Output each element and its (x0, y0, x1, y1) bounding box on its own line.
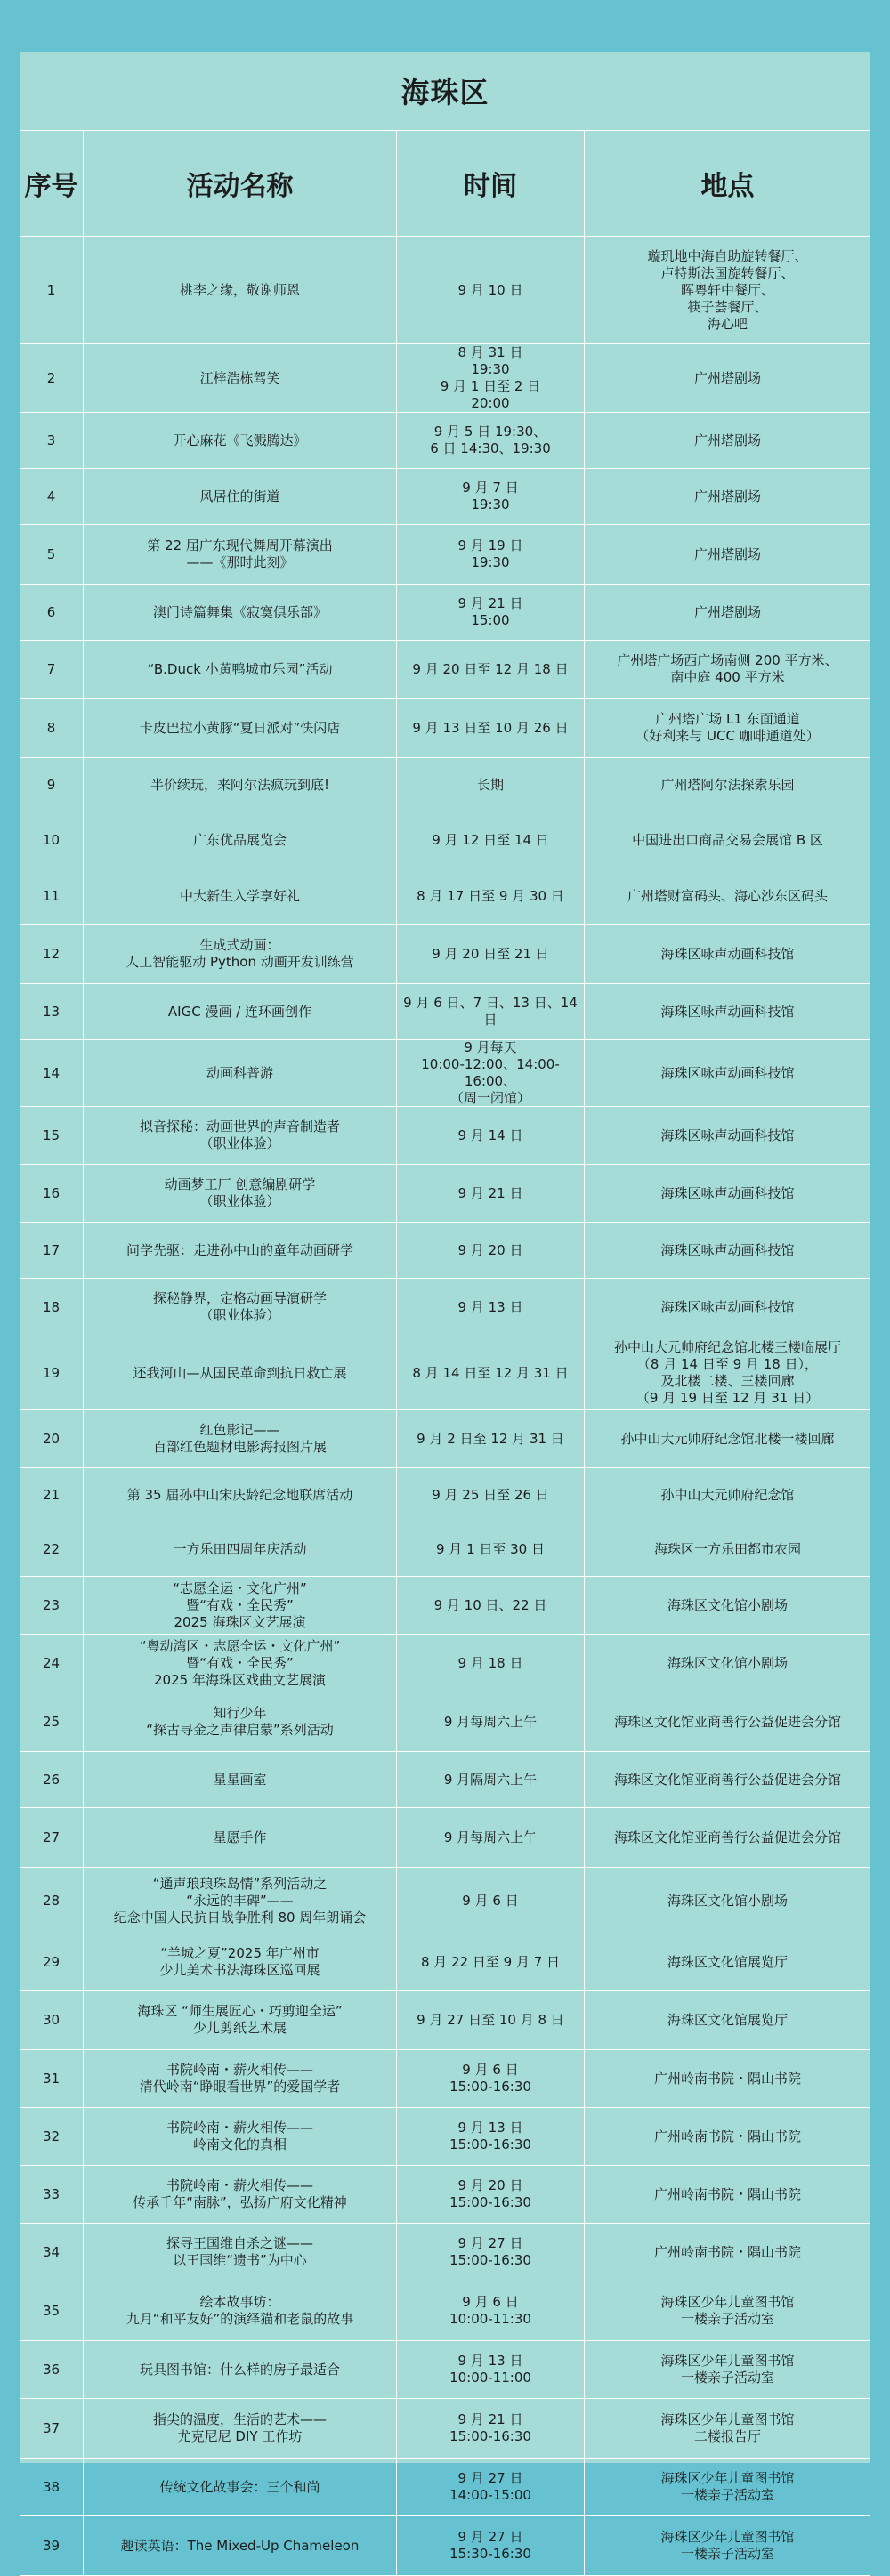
cell-time: 9 月 6 日 15:00-16:30 (397, 2050, 585, 2107)
cell-no: 36 (20, 2341, 84, 2398)
cell-place: 海珠区咏声动画科技馆 (660, 1064, 795, 1081)
cell-place: 中国进出口商品交易会展馆 B 区 (632, 831, 823, 848)
cell-name: 半价续玩，来阿尔法疯玩到底! (84, 758, 397, 812)
cell-name: 红色影记—— 百部红色题材电影海报图片展 (84, 1410, 397, 1467)
cell-place: 广州塔广场 L1 东面通道 （好利来与 UCC 咖啡通道处） (635, 711, 820, 744)
cell-name: 澳门诗篇舞集《寂寞俱乐部》 (84, 585, 397, 640)
cell-name: 还我河山—从国民革命到抗日救亡展 (84, 1336, 397, 1409)
cell-place: 广州岭南书院・隅山书院 (653, 2185, 801, 2202)
table-row (20, 1635, 870, 1692)
cell-no: 39 (20, 2516, 84, 2575)
cell-place: 广州塔剧场 (693, 369, 761, 386)
cell-no: 34 (20, 2224, 84, 2281)
cell-time: 9 月 25 日至 26 日 (397, 1468, 585, 1522)
cell-no: 17 (20, 1223, 84, 1278)
cell-time: 9 月 2 日至 12 月 31 日 (397, 1410, 585, 1467)
cell-no: 28 (20, 1868, 84, 1934)
cell-no: 35 (20, 2281, 84, 2340)
cell-place: 海珠区文化馆亚商善行公益促进会分馆 (613, 1713, 841, 1730)
cell-place: 海珠区少年儿童图书馆 二楼报告厅 (660, 2411, 795, 2444)
cell-time: 9 月 20 日至 21 日 (397, 925, 585, 983)
table-row (20, 1752, 870, 1808)
table-row (20, 1468, 870, 1522)
cell-no: 9 (20, 758, 84, 812)
cell-time: 9 月 14 日 (397, 1107, 585, 1164)
cell-no: 21 (20, 1468, 84, 1522)
cell-time: 9 月 10 日、22 日 (397, 1577, 585, 1634)
cell-place: 广州岭南书院・隅山书院 (653, 2070, 801, 2087)
cell-time: 8 月 14 日至 12 月 31 日 (397, 1336, 585, 1409)
cell-no: 22 (20, 1522, 84, 1576)
cell-time: 9 月 21 日 15:00-16:30 (397, 2399, 585, 2458)
cell-no: 10 (20, 812, 84, 868)
table-row (20, 1868, 870, 1934)
cell-place: 海珠区咏声动画科技馆 (660, 1241, 795, 1258)
cell-time: 9 月 5 日 19:30、 6 日 14:30、19:30 (397, 413, 585, 468)
table-row (20, 344, 870, 413)
cell-no: 31 (20, 2050, 84, 2107)
cell-name: 书院岭南・薪火相传—— 岭南文化的真相 (84, 2108, 397, 2165)
cell-time: 9 月 21 日 (397, 1165, 585, 1222)
cell-place: 广州塔财富码头、海心沙东区码头 (627, 887, 828, 904)
table-row (20, 2399, 870, 2459)
cell-name: 动画科普游 (84, 1040, 397, 1106)
table-row (20, 812, 870, 868)
cell-time: 9 月每周六上午 (397, 1808, 585, 1867)
cell-time: 9 月 27 日 15:30-16:30 (397, 2516, 585, 2575)
cell-name: 星星画室 (84, 1752, 397, 1807)
table-row (20, 413, 870, 469)
cell-no: 20 (20, 1410, 84, 1467)
cell-place: 海珠区咏声动画科技馆 (660, 945, 795, 962)
cell-time: 9 月 20 日 (397, 1223, 585, 1278)
cell-name: 传统文化故事会：三个和尚 (84, 2459, 397, 2515)
cell-no: 15 (20, 1107, 84, 1164)
cell-name: 广东优品展览会 (84, 812, 397, 868)
cell-time: 9 月 27 日 14:00-15:00 (397, 2459, 585, 2515)
table-row (20, 699, 870, 758)
cell-place: 海珠区文化馆亚商善行公益促进会分馆 (613, 1829, 841, 1845)
cell-name: 动画梦工厂 创意编剧研学 （职业体验） (84, 1165, 397, 1222)
table-row (20, 1165, 870, 1223)
cell-name: “志愿全运・文化广州” 暨“有戏・全民秀” 2025 海珠区文艺展演 (84, 1577, 397, 1634)
events-table (20, 52, 870, 2562)
cell-name: 风居住的街道 (84, 469, 397, 524)
cell-time: 9 月 13 日 10:00-11:00 (397, 2341, 585, 2398)
cell-no: 18 (20, 1279, 84, 1336)
cell-time: 9 月 21 日 15:00 (397, 585, 585, 640)
table-row (20, 525, 870, 585)
cell-name: 第 35 届孙中山宋庆龄纪念地联席活动 (84, 1468, 397, 1522)
cell-name: “羊城之夏”2025 年广州市 少儿美术书法海珠区巡回展 (84, 1934, 397, 1990)
table-row (20, 1107, 870, 1165)
table-row (20, 925, 870, 984)
cell-place: 广州塔广场西广场南侧 200 平方米、 南中庭 400 平方米 (617, 652, 838, 685)
cell-no: 32 (20, 2108, 84, 2165)
cell-name: 海珠区 “师生展匠心・巧剪迎全运” 少儿剪纸艺术展 (84, 1991, 397, 2049)
cell-no: 3 (20, 413, 84, 468)
cell-time: 9 月 13 日至 10 月 26 日 (397, 699, 585, 757)
cell-no: 23 (20, 1577, 84, 1634)
cell-time: 9 月 13 日 15:00-16:30 (397, 2108, 585, 2165)
cell-name: 指尖的温度，生活的艺术—— 尤克尼尼 DIY 工作坊 (84, 2399, 397, 2458)
cell-place: 海珠区咏声动画科技馆 (660, 1298, 795, 1315)
cell-no: 2 (20, 344, 84, 412)
cell-name: 中大新生入学享好礼 (84, 868, 397, 924)
cell-no: 6 (20, 585, 84, 640)
header-place: 地点 (700, 171, 755, 202)
cell-name: “B.Duck 小黄鸭城市乐园”活动 (84, 641, 397, 698)
cell-name: 一方乐田四周年庆活动 (84, 1522, 397, 1576)
table-row (20, 237, 870, 344)
table-row (20, 2341, 870, 2399)
table-row (20, 1410, 870, 1468)
cell-no: 29 (20, 1934, 84, 1990)
table-row (20, 1934, 870, 1991)
cell-time: 8 月 31 日 19:30 9 月 1 日至 2 日 20:00 (397, 344, 585, 412)
cell-no: 25 (20, 1692, 84, 1751)
cell-name: 生成式动画： 人工智能驱动 Python 动画开发训练营 (84, 925, 397, 983)
cell-no: 19 (20, 1336, 84, 1409)
cell-no: 11 (20, 868, 84, 924)
cell-place: 海珠区少年儿童图书馆 一楼亲子活动室 (660, 2294, 795, 2327)
header-no: 序号 (20, 131, 84, 236)
table-row (20, 2281, 870, 2341)
cell-time: 长期 (397, 758, 585, 812)
table-row (20, 984, 870, 1040)
cell-time: 9 月 18 日 (397, 1635, 585, 1692)
cell-name: 探秘静界，定格动画导演研学 （职业体验） (84, 1279, 397, 1336)
cell-name: AIGC 漫画 / 连环画创作 (84, 984, 397, 1039)
table-row (20, 1040, 870, 1107)
cell-place: 广州岭南书院・隅山书院 (653, 2243, 801, 2260)
cell-name: 书院岭南・薪火相传—— 传承千年“南脉”，弘扬广府文化精神 (84, 2166, 397, 2223)
cell-name: 探寻王国维自杀之谜—— 以王国维“遗书”为中心 (84, 2224, 397, 2281)
cell-name: “粤动湾区・志愿全运・文化广州” 暨“有戏・全民秀” 2025 年海珠区戏曲文艺展演 (84, 1635, 397, 1692)
cell-name: 卡皮巴拉小黄豚“夏日派对”快闪店 (84, 699, 397, 757)
cell-name: 江梓浩栋驾笑 (84, 344, 397, 412)
cell-place: 孙中山大元帅府纪念馆 (660, 1486, 795, 1503)
cell-time: 9 月 27 日 15:00-16:30 (397, 2224, 585, 2281)
cell-no: 12 (20, 925, 84, 983)
cell-time: 9 月 6 日、7 日、13 日、14 日 (397, 984, 585, 1039)
cell-place: 广州岭南书院・隅山书院 (653, 2128, 801, 2144)
cell-place: 海珠区文化馆展览厅 (667, 1953, 788, 1970)
table-header-row (20, 131, 870, 237)
cell-no: 26 (20, 1752, 84, 1807)
cell-no: 14 (20, 1040, 84, 1106)
cell-no: 24 (20, 1635, 84, 1692)
cell-name: 知行少年 “探古寻金之声律启蒙”系列活动 (84, 1692, 397, 1751)
cell-place: 孙中山大元帅府纪念馆北楼三楼临展厅 （8 月 14 日至 9 月 18 日）， 及北楼二楼、三楼回廊 （9 月 19 日至 12 月 31 日） (613, 1339, 841, 1406)
cell-name: 问学先驱：走进孙中山的童年动画研学 (84, 1223, 397, 1278)
cell-time: 9 月 6 日 (397, 1868, 585, 1934)
cell-no: 33 (20, 2166, 84, 2223)
table-title: 海珠区 (20, 52, 870, 131)
table-row (20, 585, 870, 641)
table-row (20, 868, 870, 925)
table-row (20, 1808, 870, 1868)
cell-place: 孙中山大元帅府纪念馆北楼一楼回廊 (620, 1430, 835, 1447)
cell-no: 37 (20, 2399, 84, 2458)
cell-time: 9 月 27 日至 10 月 8 日 (397, 1991, 585, 2049)
cell-time: 9 月 20 日至 12 月 18 日 (397, 641, 585, 698)
cell-time: 8 月 22 日至 9 月 7 日 (397, 1934, 585, 1990)
cell-time: 9 月 7 日 19:30 (397, 469, 585, 524)
cell-place: 璇玑地中海自助旋转餐厅、 卢特斯法国旋转餐厅、 晖粤轩中餐厅、 筷子荟餐厅、 海心吧 (647, 247, 808, 332)
cell-name: 书院岭南・薪火相传—— 清代岭南“睁眼看世界”的爱国学者 (84, 2050, 397, 2107)
cell-name: 玩具图书馆：什么样的房子最适合 (84, 2341, 397, 2398)
cell-name: 桃李之缘，敬谢师恩 (84, 237, 397, 343)
cell-place: 海珠区文化馆小剧场 (667, 1596, 788, 1613)
header-time: 时间 (397, 131, 585, 236)
cell-place: 海珠区咏声动画科技馆 (660, 1003, 795, 1020)
table-row (20, 1692, 870, 1752)
cell-no: 8 (20, 699, 84, 757)
cell-no: 30 (20, 1991, 84, 2049)
cell-no: 4 (20, 469, 84, 524)
cell-place: 海珠区少年儿童图书馆 一楼亲子活动室 (660, 2529, 795, 2562)
cell-place: 广州塔剧场 (693, 432, 761, 448)
table-row (20, 1522, 870, 1577)
table-row (20, 469, 870, 525)
table-row (20, 2516, 870, 2576)
cell-name: 星愿手作 (84, 1808, 397, 1867)
cell-no: 13 (20, 984, 84, 1039)
cell-place: 广州塔阿尔法探索乐园 (660, 776, 795, 793)
table-row (20, 1223, 870, 1279)
cell-time: 9 月隔周六上午 (397, 1752, 585, 1807)
cell-place: 广州塔剧场 (693, 545, 761, 562)
cell-place: 广州塔剧场 (693, 603, 761, 620)
cell-place: 海珠区一方乐田都市农园 (653, 1540, 801, 1557)
cell-name: 开心麻花《飞溅腾达》 (84, 413, 397, 468)
cell-place: 海珠区咏声动画科技馆 (660, 1126, 795, 1143)
cell-place: 海珠区文化馆小剧场 (667, 1654, 788, 1671)
cell-place: 海珠区咏声动画科技馆 (660, 1184, 795, 1201)
table-row (20, 758, 870, 812)
cell-no: 27 (20, 1808, 84, 1867)
cell-time: 8 月 17 日至 9 月 30 日 (397, 868, 585, 924)
cell-time: 9 月 12 日至 14 日 (397, 812, 585, 868)
cell-no: 5 (20, 525, 84, 584)
cell-time: 9 月 20 日 15:00-16:30 (397, 2166, 585, 2223)
cell-time: 9 月 13 日 (397, 1279, 585, 1336)
cell-place: 广州塔剧场 (693, 488, 761, 505)
cell-name: “通声琅琅珠岛情”系列活动之 “永远的丰碑”—— 纪念中国人民抗日战争胜利 80 周年朗诵会 (84, 1868, 397, 1934)
cell-place: 海珠区文化馆小剧场 (667, 1892, 788, 1909)
cell-place: 海珠区文化馆亚商善行公益促进会分馆 (613, 1771, 841, 1788)
cell-place: 海珠区少年儿童图书馆 一楼亲子活动室 (660, 2470, 795, 2503)
table-row (20, 2108, 870, 2166)
table-row (20, 641, 870, 699)
cell-no: 16 (20, 1165, 84, 1222)
table-row (20, 2050, 870, 2108)
cell-no: 1 (20, 237, 84, 343)
table-row (20, 2224, 870, 2281)
table-row (20, 1991, 870, 2050)
table-row (20, 2166, 870, 2224)
cell-time: 9 月 1 日至 30 日 (397, 1522, 585, 1576)
cell-time: 9 月 10 日 (397, 237, 585, 343)
cell-name: 拟音探秘：动画世界的声音制造者 （职业体验） (84, 1107, 397, 1164)
cell-time: 9 月每周六上午 (397, 1692, 585, 1751)
table-row (20, 1577, 870, 1635)
header-name: 活动名称 (84, 131, 397, 236)
cell-time: 9 月每天 10:00-12:00、14:00-16:00、 （周一闭馆） (397, 1040, 585, 1106)
cell-name: 绘本故事坊： 九月“和平友好”的演绎猫和老鼠的故事 (84, 2281, 397, 2340)
cell-place: 海珠区文化馆展览厅 (667, 2011, 788, 2028)
table-row (20, 1279, 870, 1336)
cell-name: 趣读英语：The Mixed-Up Chameleon (84, 2516, 397, 2575)
cell-name: 第 22 届广东现代舞周开幕演出 ——《那时此刻》 (84, 525, 397, 584)
cell-time: 9 月 6 日 10:00-11:30 (397, 2281, 585, 2340)
table-body (20, 237, 870, 2576)
cell-time: 9 月 19 日 19:30 (397, 525, 585, 584)
cell-no: 38 (20, 2459, 84, 2515)
table-row (20, 1336, 870, 1410)
cell-no: 7 (20, 641, 84, 698)
table-row (20, 2459, 870, 2516)
cell-place: 海珠区少年儿童图书馆 一楼亲子活动室 (660, 2353, 795, 2386)
